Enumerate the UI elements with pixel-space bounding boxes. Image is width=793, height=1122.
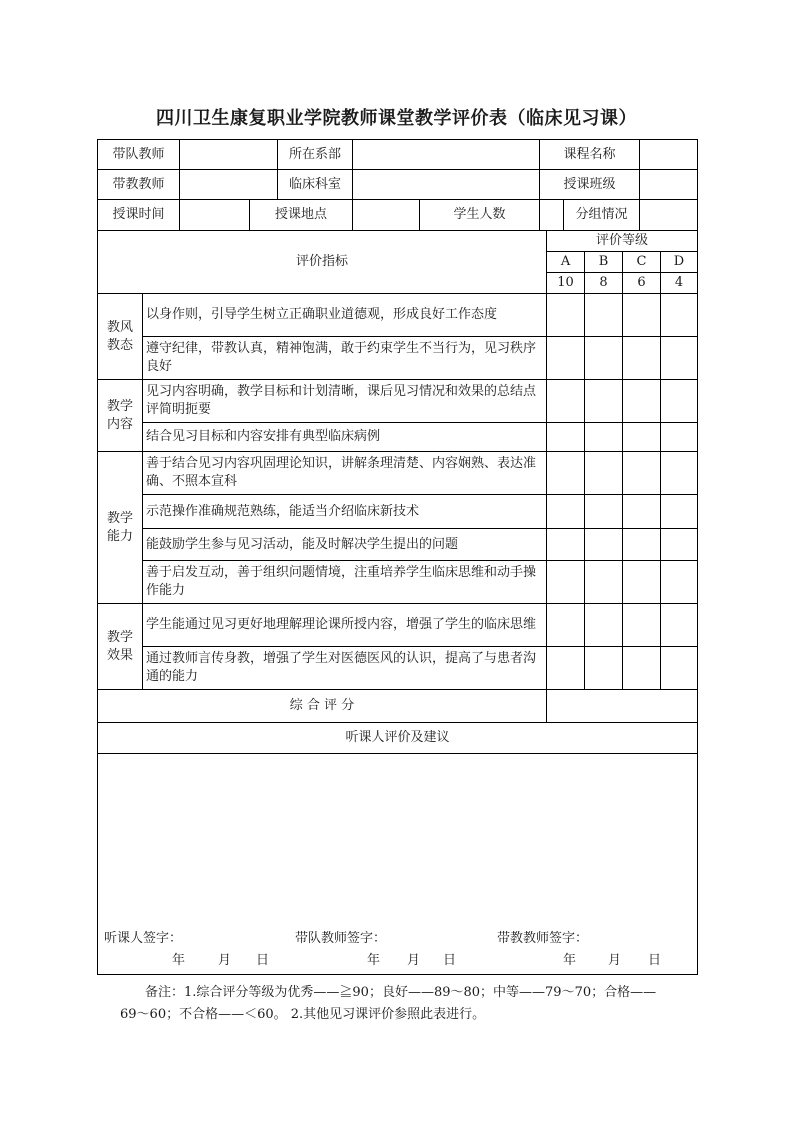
label-grouping: 分组情况	[564, 200, 640, 231]
grade-cell-d[interactable]	[661, 452, 698, 495]
grade-cell-c[interactable]	[623, 337, 661, 380]
date-month-1: 月	[218, 953, 232, 968]
grade-cell-b[interactable]	[585, 423, 623, 452]
grade-cell-c[interactable]	[623, 495, 661, 529]
evaluation-table-main	[97, 139, 698, 231]
location-field[interactable]	[353, 200, 420, 231]
level-c: C	[623, 252, 661, 273]
overall-row	[98, 690, 698, 723]
criterion-text: 通过教师言传身教，增强了学生对医德医风的认识，提高了与患者沟通的能力	[143, 647, 547, 690]
mentor-teacher-field[interactable]	[180, 170, 278, 200]
lead-teacher-field[interactable]	[180, 140, 278, 170]
grade-cell-b[interactable]	[585, 561, 623, 604]
info-row-2	[98, 170, 698, 200]
footnote-line-2: 69～60；不合格——＜60。 2.其他见习课评价参照此表进行。	[120, 1007, 486, 1022]
grade-cell-d[interactable]	[661, 647, 698, 690]
info-row-1	[98, 140, 698, 170]
grade-cell-a[interactable]	[547, 647, 585, 690]
grade-cell-a[interactable]	[547, 294, 585, 337]
label-class: 授课班级	[540, 170, 640, 200]
category-ability: 教学 能力	[98, 452, 143, 604]
grade-cell-c[interactable]	[623, 452, 661, 495]
class-field[interactable]	[640, 170, 698, 200]
grade-cell-c[interactable]	[623, 380, 661, 423]
criterion-text: 善于启发互动，善于组织问题情境，注重培养学生临床思维和动手操作能力	[143, 561, 547, 604]
listener-signature: 听课人签字：	[104, 931, 183, 946]
grade-cell-b[interactable]	[585, 294, 623, 337]
suggestion-body-row	[98, 754, 698, 975]
grade-cell-a[interactable]	[547, 452, 585, 495]
criteria-row	[98, 495, 698, 529]
teaching-time-field[interactable]	[180, 200, 250, 231]
category-effect: 教学 效果	[98, 604, 143, 690]
grouping-field[interactable]	[640, 200, 698, 231]
grade-cell-d[interactable]	[661, 561, 698, 604]
grade-cell-a[interactable]	[547, 529, 585, 561]
overall-score-field[interactable]	[547, 690, 698, 723]
grade-cell-b[interactable]	[585, 647, 623, 690]
criterion-text: 善于结合见习内容巩固理论知识，讲解条理清楚、内容娴熟、表达准确、不照本宣科	[143, 452, 547, 495]
grade-cell-d[interactable]	[661, 294, 698, 337]
label-lead-teacher: 带队教师	[98, 140, 180, 170]
grade-cell-b[interactable]	[585, 452, 623, 495]
overall-label: 综 合 评 分	[98, 690, 547, 723]
grade-cell-a[interactable]	[547, 337, 585, 380]
suggestion-field[interactable]	[98, 754, 698, 975]
grade-cell-d[interactable]	[661, 529, 698, 561]
leader-signature: 带队教师签字：	[295, 931, 387, 946]
date-year-3: 年	[563, 953, 577, 968]
level-d: D	[661, 252, 698, 273]
date-day-2: 日	[443, 953, 457, 968]
suggestion-header-row	[98, 723, 698, 754]
level-b: B	[585, 252, 623, 273]
grade-header: 评价等级	[547, 231, 698, 252]
criterion-text: 以身作则，引导学生树立正确职业道德观，形成良好工作态度	[143, 294, 547, 337]
course-name-field[interactable]	[640, 140, 698, 170]
grade-cell-a[interactable]	[547, 423, 585, 452]
label-location: 授课地点	[250, 200, 353, 231]
criteria-row	[98, 294, 698, 337]
student-count-field[interactable]	[540, 200, 564, 231]
label-course-name: 课程名称	[540, 140, 640, 170]
criteria-row	[98, 561, 698, 604]
criteria-row	[98, 337, 698, 380]
grade-cell-c[interactable]	[623, 423, 661, 452]
criterion-text: 遵守纪律，带教认真，精神饱满，敢于约束学生不当行为，见习秩序良好	[143, 337, 547, 380]
grade-cell-b[interactable]	[585, 337, 623, 380]
date-year-1: 年	[172, 953, 186, 968]
department-field[interactable]	[353, 140, 540, 170]
grade-cell-b[interactable]	[585, 529, 623, 561]
category-content: 教学 内容	[98, 380, 143, 452]
date-year-2: 年	[367, 953, 381, 968]
grade-cell-c[interactable]	[623, 529, 661, 561]
footnote-line-1: 备注：1.综合评分等级为优秀——≧90；良好——89～80；中等——79～70；合格——	[145, 985, 657, 1000]
criteria-row	[98, 452, 698, 495]
suggestion-label: 听课人评价及建议	[98, 723, 698, 754]
grade-cell-d[interactable]	[661, 423, 698, 452]
indicator-header: 评价指标	[98, 231, 547, 294]
grade-cell-a[interactable]	[547, 604, 585, 647]
date-day-1: 日	[256, 953, 270, 968]
level-a: A	[547, 252, 585, 273]
date-day-3: 日	[648, 953, 662, 968]
grade-cell-c[interactable]	[623, 647, 661, 690]
grade-cell-d[interactable]	[661, 380, 698, 423]
grade-cell-c[interactable]	[623, 561, 661, 604]
date-month-2: 月	[407, 953, 421, 968]
info-row-3	[98, 200, 698, 231]
label-department: 所在系部	[278, 140, 353, 170]
grade-cell-b[interactable]	[585, 380, 623, 423]
score-d: 4	[661, 273, 698, 294]
criteria-row	[98, 380, 698, 423]
page-title: 四川卫生康复职业学院教师课堂教学评价表（临床见习课）	[156, 108, 637, 129]
label-student-count: 学生人数	[420, 200, 540, 231]
score-c: 6	[623, 273, 661, 294]
category-style-line2: 教态	[106, 337, 133, 353]
criteria-row	[98, 604, 698, 647]
score-b: 8	[585, 273, 623, 294]
category-style	[98, 294, 143, 380]
criteria-row	[98, 647, 698, 690]
criterion-text: 结合见习目标和内容安排有典型临床病例	[143, 423, 547, 452]
clinical-dept-field[interactable]	[353, 170, 540, 200]
criterion-text: 见习内容明确，教学目标和计划清晰，课后见习情况和效果的总结点评简明扼要	[143, 380, 547, 423]
criteria-row	[98, 529, 698, 561]
category-style-line1: 教风	[106, 319, 133, 335]
label-teaching-time: 授课时间	[98, 200, 180, 231]
criterion-text: 学生能通过见习更好地理解理论课所授内容，增强了学生的临床思维	[143, 604, 547, 647]
grade-cell-b[interactable]	[585, 495, 623, 529]
score-a: 10	[547, 273, 585, 294]
criteria-table	[97, 230, 698, 975]
grade-cell-a[interactable]	[547, 495, 585, 529]
criteria-row	[98, 423, 698, 452]
criterion-text: 能鼓励学生参与见习活动，能及时解决学生提出的问题	[143, 529, 547, 561]
mentor-signature: 带教教师签字：	[497, 931, 589, 946]
grade-cell-d[interactable]	[661, 495, 698, 529]
date-month-3: 月	[608, 953, 622, 968]
grade-cell-b[interactable]	[585, 604, 623, 647]
grade-cell-d[interactable]	[661, 604, 698, 647]
label-mentor-teacher: 带教教师	[98, 170, 180, 200]
grade-cell-c[interactable]	[623, 294, 661, 337]
grade-cell-a[interactable]	[547, 561, 585, 604]
grade-cell-a[interactable]	[547, 380, 585, 423]
criterion-text: 示范操作准确规范熟练，能适当介绍临床新技术	[143, 495, 547, 529]
label-clinical-dept: 临床科室	[278, 170, 353, 200]
grade-cell-c[interactable]	[623, 604, 661, 647]
grade-cell-d[interactable]	[661, 337, 698, 380]
